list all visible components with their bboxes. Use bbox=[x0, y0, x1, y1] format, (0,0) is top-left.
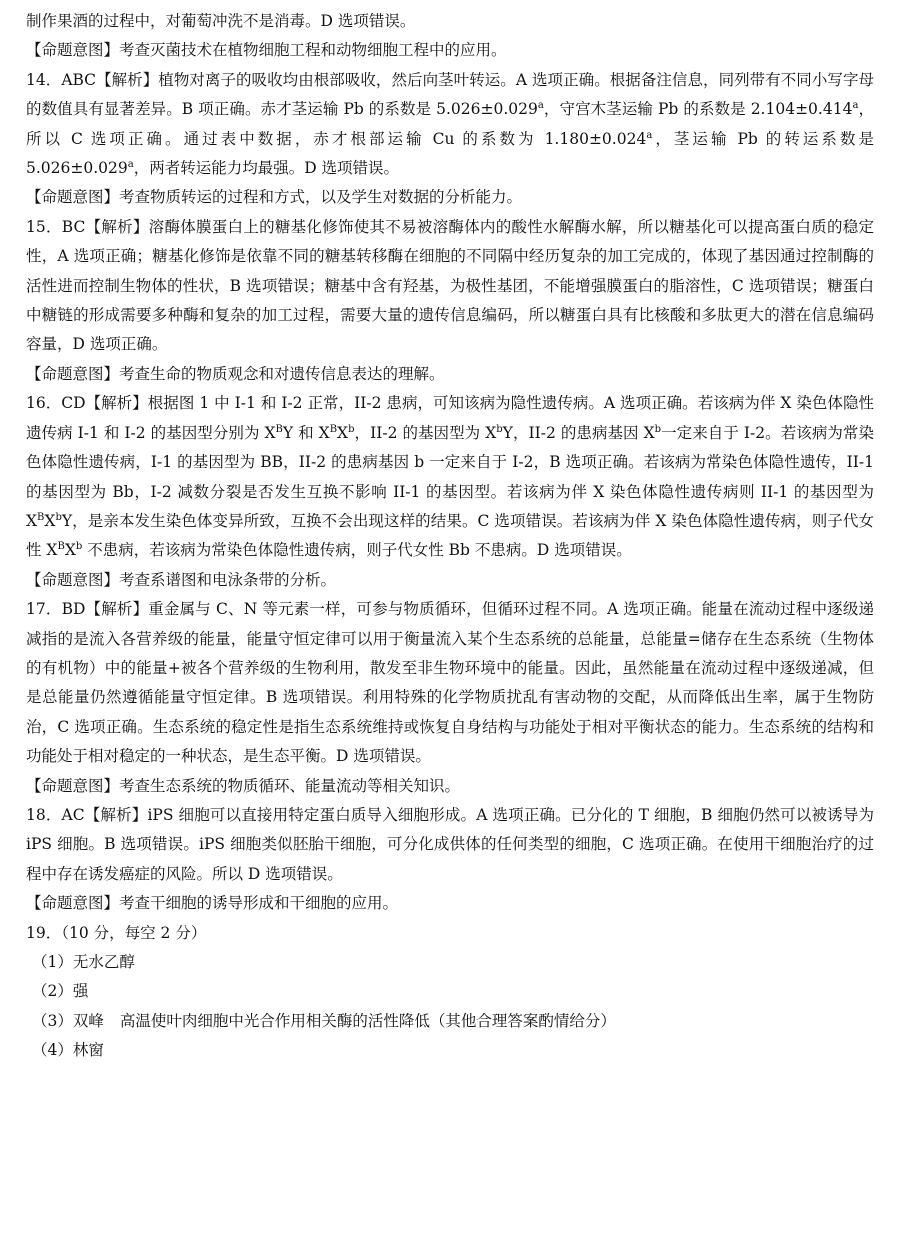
q14-intent: 【命题意图】考查物质转运的过程和方式，以及学生对数据的分析能力。 bbox=[26, 188, 523, 207]
q18-explanation: 18．AC【解析】iPS 细胞可以直接用特定蛋白质导入细胞形成。A 选项正确。已分化的 T 细胞，B 细胞仍然可以被诱导为 iPS 细胞。B 选项错误。iPS 细胞类似胚胎干细胞，可分化成供体的任何类型的细胞，C 选项正确。在使用干细胞治疗的过程中存在诱发癌症的风险。所以 D 选项错误。 bbox=[26, 805, 874, 883]
q13-intent: 【命题意图】考查灭菌技术在植物细胞工程和动物细胞工程中的应用。 bbox=[26, 41, 507, 60]
q16-intent: 【命题意图】考查系谱图和电泳条带的分析。 bbox=[26, 570, 337, 589]
q13-continuation: 制作果酒的过程中，对葡萄冲洗不是消毒。D 选项错误。 bbox=[26, 12, 416, 30]
q16-explanation: 16．CD【解析】根据图 1 中 I-1 和 I-2 正常，II-2 患病，可知该病为隐性遗传病。A 选项正确。若该病为伴 X 染色体隐性遗传病 I-1 和 I-2 的基因型分别为 $X^BY$ 和 $X^BX^b$，II-2 的基因型为 $X^bY$，II-2 的患病基因 $X^b$一定来自于 I-2。若该病为常染色体隐性遗传病，I-1 的基因型为 BB，II-2 的患病基因 b 一定来自于 I-2，B 选项正确。若该病为常染色体隐性遗传，II-1 的基因型为 Bb，I-2 减数分裂是否发生互换不影响 II-1 的基因型。若该病为伴 X 染色体隐性遗传病则 II-1 的基因型为 $X^BX^bY$，是亲本发生染色体变异所致，互换不会出现这样的结果。C 选项错误。若该病为伴 X 染色体隐性遗传病，则子代女性 $X^BX^b$ 不患病，若该病为常染色体隐性遗传病，则子代女性 Bb 不患病。D 选项错误。 bbox=[26, 394, 874, 560]
q19-header: 19．（10 分，每空 2 分） bbox=[26, 923, 207, 942]
q18-intent: 【命题意图】考查干细胞的诱导形成和干细胞的应用。 bbox=[26, 894, 399, 913]
q17-intent: 【命题意图】考查生态系统的物质循环、能量流动等相关知识。 bbox=[26, 776, 461, 795]
q19-answer-4: （4）林窗 bbox=[32, 1041, 104, 1060]
q19-answer-3: （3）双峰 高温使叶肉细胞中光合作用相关酶的活性降低（其他合理答案酌情给分） bbox=[32, 1011, 616, 1030]
q19-answer-1: （1）无水乙醇 bbox=[32, 953, 135, 971]
q14-explanation: 14．ABC【解析】植物对离子的吸收均由根部吸收，然后向茎叶转运。A 选项正确。根据备注信息，同列带有不同小写字母的数值具有显著差异。B 项正确。赤才茎运输 Pb 的系数是 5.026±0.029$^a$，守宫木茎运输 Pb 的系数是 2.104±0.414$^a$，所以 C 选项正确。通过表中数据，赤才根部运输 Cu 的系数为 1.180±0.024$^a$，茎运输 Pb 的转运系数是 5.026±0.029$^a$，两者转运能力均最强。D 选项错误。 bbox=[26, 70, 874, 178]
q19-answer-2: （2）强 bbox=[32, 982, 89, 1001]
q17-explanation: 17．BD【解析】重金属与 C、N 等元素一样，可参与物质循环，但循环过程不同。A 选项正确。能量在流动过程中逐级递减指的是流入各营养级的能量，能量守恒定律可以用于衡量流入某个生态系统的总能量，总能量=储存在生态系统（生物体的有机物）中的能量+被各个营养级的生物利用，散发至非生物环境中的能量。因此，虽然能量在流动过程中逐级递减，但是总能量仍然遵循能量守恒定律。B 选项错误。利用特殊的化学物质扰乱有害动物的交配，从而降低出生率，属于生物防治，C 选项正确。生态系统的稳定性是指生态系统维持或恢复自身结构与功能处于相对平衡状态的能力。生态系统的结构和功能处于相对稳定的一种状态，是生态平衡。D 选项错误。 bbox=[26, 600, 874, 766]
q15-intent: 【命题意图】考查生命的物质观念和对遗传信息表达的理解。 bbox=[26, 364, 445, 383]
q15-explanation: 15．BC【解析】溶酶体膜蛋白上的糖基化修饰使其不易被溶酶体内的酸性水解酶水解，所以糖基化可以提高蛋白质的稳定性，A 选项正确；糖基化修饰是依靠不同的糖基转移酶在细胞的不同隔中经历复杂的加工完成的，体现了基因通过控制酶的活性进而控制生物体的性状，B 选项错误；糖基中含有羟基，为极性基团，不能增强膜蛋白的脂溶性，C 选项错误；糖蛋白中糖链的形成需要多种酶和复杂的加工过程，需要大量的遗传信息编码，所以糖蛋白具有比核酸和多肽更大的潜在信息编码容量，D 选项正确。 bbox=[26, 217, 874, 354]
